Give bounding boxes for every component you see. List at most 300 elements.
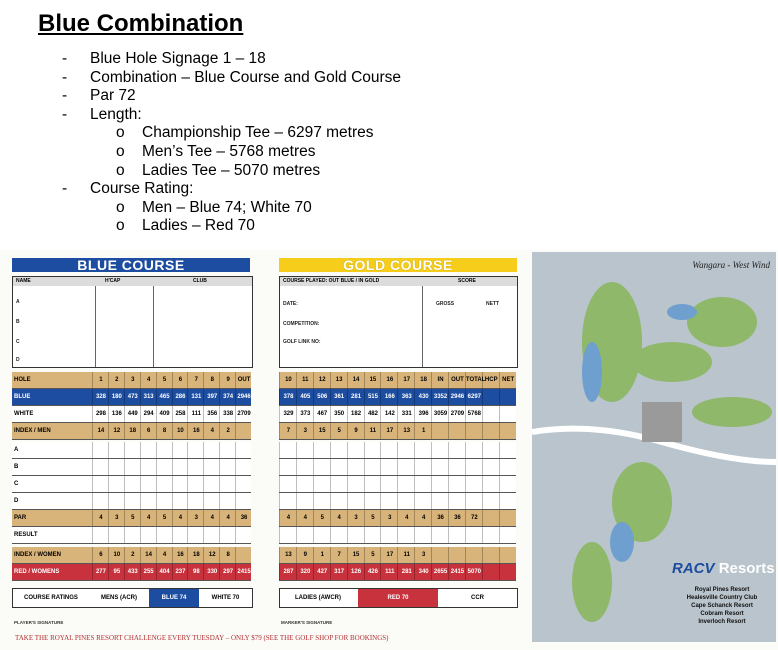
score-cell: [482, 527, 500, 543]
resort-name: Cape Schanck Resort: [691, 603, 753, 609]
score-cell: 465: [156, 389, 173, 405]
course-ratings-gold: [279, 588, 518, 608]
score-cell: OUT: [448, 372, 466, 388]
score-cell: 294: [140, 406, 157, 422]
blue-course-title: BLUE COURSE: [12, 258, 250, 272]
score-cell: 5: [313, 510, 331, 526]
score-cell: [431, 476, 449, 492]
marker-signature-label: MARKER'S SIGNATURE: [281, 620, 333, 625]
sub-list-item: o Ladies Tee – 5070 metres: [116, 161, 321, 179]
score-cell: 4: [279, 510, 297, 526]
score-cell: 4: [203, 510, 220, 526]
list-item-text: Blue Hole Signage 1 – 18: [90, 50, 266, 67]
course-ratings-blue: [12, 588, 253, 608]
divider: [153, 286, 154, 367]
score-cell: [219, 442, 236, 458]
score-cell: [364, 527, 382, 543]
score-cell: 13: [279, 547, 297, 563]
resort-name: Royal Pines Resort: [694, 587, 750, 593]
score-cell: [364, 459, 382, 475]
list-item: - Length:: [62, 105, 142, 123]
score-cell: [140, 476, 157, 492]
row-label: D: [14, 498, 19, 504]
score-cell: 7: [187, 372, 204, 388]
score-header: SCORE: [458, 278, 476, 284]
score-cell: [431, 442, 449, 458]
white-rating: WHITE 70: [211, 595, 240, 601]
score-cell: 72: [465, 510, 483, 526]
score-cell: [296, 493, 314, 509]
score-cell: 6: [140, 423, 157, 439]
score-cell: 3: [108, 510, 125, 526]
score-cell: [347, 476, 365, 492]
score-cell: 3: [124, 372, 141, 388]
score-cell: [108, 476, 125, 492]
sub-list-item-text: Ladies Tee – 5070 metres: [142, 161, 321, 179]
brand-name: RACV: [672, 560, 715, 577]
score-cell: 1: [313, 547, 331, 563]
score-cell: 166: [380, 389, 398, 405]
list-item-text: Course Rating:: [90, 180, 194, 198]
score-cell: 430: [414, 389, 432, 405]
score-cell: 297: [219, 564, 236, 580]
sub-list-item: o Men – Blue 74; White 70: [116, 198, 312, 216]
score-cell: [465, 527, 483, 543]
score-cell: 449: [124, 406, 141, 422]
score-cell: HCP: [482, 372, 500, 388]
score-cell: [380, 442, 398, 458]
score-cell: 1: [414, 423, 432, 439]
score-cell: [347, 459, 365, 475]
sub-list-item-text: Men’s Tee – 5768 metres: [142, 142, 316, 160]
score-cell: 180: [108, 389, 125, 405]
score-cell: 8: [156, 423, 173, 439]
score-cell: [431, 459, 449, 475]
racv-logo: [672, 560, 775, 577]
score-cell: [364, 442, 382, 458]
score-cell: [431, 527, 449, 543]
info-list: [62, 50, 401, 236]
score-row-c: [12, 476, 251, 493]
sub-list-item: o Ladies – Red 70: [116, 217, 255, 235]
score-cell: [499, 547, 517, 563]
score-cell: [482, 389, 500, 405]
score-cell: 374: [219, 389, 236, 405]
score-cell: [330, 476, 348, 492]
score-cell: [448, 547, 466, 563]
score-cell: [499, 493, 517, 509]
score-row-white: [12, 406, 251, 423]
score-row-back-blue: [279, 389, 516, 406]
gold-course-title: GOLD COURSE: [279, 258, 517, 272]
score-cell: [140, 527, 157, 543]
score-row-hole: [12, 372, 251, 389]
score-cell: [124, 476, 141, 492]
score-cell: [108, 493, 125, 509]
score-cell: [279, 493, 297, 509]
score-cell: [172, 476, 189, 492]
score-cell: [431, 547, 449, 563]
score-cell: 281: [397, 564, 415, 580]
score-cell: 404: [156, 564, 173, 580]
blue-rating: BLUE 74: [149, 589, 199, 607]
score-row-back-b: [279, 459, 516, 476]
score-cell: 298: [92, 406, 109, 422]
score-cell: [92, 442, 109, 458]
row-label: HOLE: [14, 377, 31, 383]
golf-link-label: GOLF LINK NO:: [283, 339, 321, 345]
score-cell: 126: [347, 564, 365, 580]
score-cell: 3: [296, 423, 314, 439]
score-cell: [499, 406, 517, 422]
score-cell: [448, 476, 466, 492]
score-cell: [313, 493, 331, 509]
score-cell: [156, 476, 173, 492]
score-cell: [448, 423, 466, 439]
score-cell: 9: [296, 547, 314, 563]
score-cell: 4: [140, 372, 157, 388]
row-label: BLUE: [14, 394, 31, 400]
score-cell: 98: [187, 564, 204, 580]
score-cell: 3: [187, 510, 204, 526]
score-cell: 2946: [448, 389, 466, 405]
score-cell: [92, 493, 109, 509]
sub-list-item: o Championship Tee – 6297 metres: [116, 124, 374, 142]
score-cell: [448, 527, 466, 543]
score-cell: [414, 442, 432, 458]
score-cell: 131: [187, 389, 204, 405]
score-cell: 15: [347, 547, 365, 563]
score-cell: 2709: [235, 406, 252, 422]
score-cell: [296, 476, 314, 492]
score-cell: 182: [347, 406, 365, 422]
score-row-back-par: [279, 510, 516, 527]
club-header: CLUB: [193, 278, 207, 284]
score-cell: 361: [330, 389, 348, 405]
score-cell: [203, 459, 220, 475]
score-cell: 350: [330, 406, 348, 422]
score-cell: [482, 406, 500, 422]
score-cell: 5768: [465, 406, 483, 422]
score-cell: [140, 493, 157, 509]
score-cell: [482, 459, 500, 475]
score-cell: 396: [414, 406, 432, 422]
sub-list-item-text: Men – Blue 74; White 70: [142, 198, 312, 216]
score-cell: 427: [313, 564, 331, 580]
score-cell: [235, 459, 252, 475]
score-cell: [156, 527, 173, 543]
score-cell: 467: [313, 406, 331, 422]
score-cell: [187, 476, 204, 492]
score-row-index-women: [12, 547, 251, 564]
score-cell: 409: [156, 406, 173, 422]
score-cell: 397: [203, 389, 220, 405]
score-cell: 4: [92, 510, 109, 526]
score-cell: 258: [172, 406, 189, 422]
score-cell: [414, 527, 432, 543]
list-item-text: Par 72: [90, 87, 136, 105]
score-row-back-result: [279, 527, 516, 544]
score-cell: [187, 442, 204, 458]
competition-label: COMPETITION:: [283, 321, 320, 327]
score-cell: [499, 476, 517, 492]
score-cell: 482: [364, 406, 382, 422]
score-cell: 286: [172, 389, 189, 405]
score-cell: [397, 527, 415, 543]
score-cell: [330, 459, 348, 475]
score-row-a: [12, 442, 251, 459]
divider: [422, 286, 423, 367]
score-cell: [448, 459, 466, 475]
player-label: B: [16, 319, 20, 325]
list-item-text: Length:: [90, 105, 142, 123]
score-cell: 111: [380, 564, 398, 580]
score-cell: 2: [108, 372, 125, 388]
score-cell: 17: [380, 423, 398, 439]
player-label: C: [16, 339, 20, 345]
score-cell: [397, 442, 415, 458]
score-row-back-index-women: [279, 547, 516, 564]
score-cell: 506: [313, 389, 331, 405]
document-title: Blue Combination: [38, 10, 244, 37]
hcap-header: H'CAP: [105, 278, 121, 284]
score-cell: 5: [364, 547, 382, 563]
score-cell: 11: [364, 423, 382, 439]
player-label: D: [16, 357, 20, 363]
footer-promo: TAKE THE ROYAL PINES RESORT CHALLENGE EVERY TUESDAY – ONLY $79 (SEE THE GOLF SHOP FOR BOOKINGS): [15, 634, 389, 642]
score-cell: 363: [397, 389, 415, 405]
score-cell: 4: [219, 510, 236, 526]
score-cell: 111: [187, 406, 204, 422]
score-cell: [414, 493, 432, 509]
score-row-back-white: [279, 406, 516, 423]
course-map-graphic: [532, 252, 776, 642]
score-cell: [499, 442, 517, 458]
score-cell: [499, 510, 517, 526]
score-row-back-a: [279, 442, 516, 459]
score-cell: [347, 527, 365, 543]
score-cell: 4: [330, 510, 348, 526]
score-cell: 18: [187, 547, 204, 563]
score-cell: [219, 459, 236, 475]
score-cell: 10: [108, 547, 125, 563]
score-cell: [482, 423, 500, 439]
score-cell: 5070: [465, 564, 483, 580]
name-header-strip: [13, 277, 252, 286]
name-header: NAME: [16, 278, 31, 284]
score-cell: 14: [92, 423, 109, 439]
score-cell: [219, 476, 236, 492]
row-label: PAR: [14, 515, 27, 521]
date-label: DATE:: [283, 301, 298, 307]
score-cell: 277: [92, 564, 109, 580]
score-cell: [499, 564, 517, 580]
score-cell: 405: [296, 389, 314, 405]
score-cell: [465, 423, 483, 439]
score-cell: 6: [92, 547, 109, 563]
score-cell: [397, 493, 415, 509]
score-cell: 5: [124, 510, 141, 526]
score-cell: 5: [156, 510, 173, 526]
map-title: Wangara - West Wind: [692, 260, 770, 270]
score-cell: 136: [108, 406, 125, 422]
score-cell: 9: [347, 423, 365, 439]
score-cell: 13: [330, 372, 348, 388]
divider: [95, 286, 96, 367]
score-cell: [296, 442, 314, 458]
score-cell: [172, 459, 189, 475]
score-cell: 320: [296, 564, 314, 580]
course-played-label: COURSE PLAYED: OUT BLUE / IN GOLD: [283, 278, 380, 284]
score-cell: 18: [124, 423, 141, 439]
score-cell: 8: [219, 547, 236, 563]
score-cell: [465, 476, 483, 492]
score-cell: [499, 527, 517, 543]
resort-list: [672, 586, 772, 626]
row-label: C: [14, 481, 19, 487]
score-cell: 4: [203, 423, 220, 439]
score-cell: 426: [364, 564, 382, 580]
score-cell: [482, 510, 500, 526]
score-cell: [279, 442, 297, 458]
resort-name: Healesville Country Club: [686, 595, 758, 601]
score-cell: [330, 442, 348, 458]
score-cell: [380, 493, 398, 509]
score-cell: [414, 476, 432, 492]
score-row-b: [12, 459, 251, 476]
score-cell: [347, 442, 365, 458]
list-item-text: Combination – Blue Course and Gold Course: [90, 68, 402, 86]
score-cell: [92, 476, 109, 492]
resort-name: Cobram Resort: [700, 611, 744, 617]
score-cell: 2946: [235, 389, 252, 405]
score-cell: [235, 493, 252, 509]
score-cell: 36: [448, 510, 466, 526]
score-cell: [235, 547, 252, 563]
score-cell: 11: [397, 547, 415, 563]
score-cell: OUT: [235, 372, 252, 388]
score-cell: 2415: [235, 564, 252, 580]
score-cell: 328: [92, 389, 109, 405]
score-row-d: [12, 493, 251, 510]
score-cell: [108, 442, 125, 458]
score-cell: [279, 459, 297, 475]
score-cell: 317: [330, 564, 348, 580]
score-cell: 4: [156, 547, 173, 563]
score-row-back-hole: [279, 372, 516, 389]
score-row-back-c: [279, 476, 516, 493]
score-cell: 7: [330, 547, 348, 563]
score-cell: 237: [172, 564, 189, 580]
score-cell: [330, 493, 348, 509]
score-cell: [279, 476, 297, 492]
score-cell: [140, 442, 157, 458]
score-cell: 338: [219, 406, 236, 422]
score-cell: [397, 459, 415, 475]
score-cell: 16: [172, 547, 189, 563]
row-label: INDEX / MEN: [14, 428, 51, 434]
score-cell: [203, 493, 220, 509]
score-cell: [156, 459, 173, 475]
score-cell: 340: [414, 564, 432, 580]
score-cell: 95: [108, 564, 125, 580]
score-cell: 373: [296, 406, 314, 422]
row-label: RED / WOMENS: [14, 569, 60, 575]
score-cell: 12: [313, 372, 331, 388]
score-cell: 5: [156, 372, 173, 388]
score-cell: 378: [279, 389, 297, 405]
score-cell: 7: [279, 423, 297, 439]
score-cell: [235, 442, 252, 458]
score-cell: [172, 527, 189, 543]
score-cell: [296, 459, 314, 475]
score-cell: NET: [499, 372, 517, 388]
score-cell: [465, 459, 483, 475]
score-cell: 3: [380, 510, 398, 526]
score-cell: 4: [172, 510, 189, 526]
score-cell: 3352: [431, 389, 449, 405]
gross-label: GROSS: [436, 301, 455, 307]
score-cell: [380, 527, 398, 543]
score-cell: 1: [92, 372, 109, 388]
score-cell: [313, 527, 331, 543]
score-cell: 3: [347, 510, 365, 526]
score-row-back-red-women: [279, 564, 516, 581]
score-cell: [203, 527, 220, 543]
score-cell: [187, 527, 204, 543]
score-cell: [448, 442, 466, 458]
score-cell: 356: [203, 406, 220, 422]
ratings-label: COURSE RATINGS: [24, 595, 78, 601]
score-cell: 6: [172, 372, 189, 388]
red-rating: RED 70: [358, 589, 438, 607]
score-cell: [380, 476, 398, 492]
score-cell: 287: [279, 564, 297, 580]
score-cell: 473: [124, 389, 141, 405]
score-cell: 142: [380, 406, 398, 422]
score-cell: 13: [397, 423, 415, 439]
score-cell: [499, 459, 517, 475]
score-cell: [172, 493, 189, 509]
list-item: - Combination – Blue Course and Gold Course: [62, 68, 402, 86]
score-cell: [465, 547, 483, 563]
player-label: A: [16, 299, 20, 305]
score-cell: [92, 527, 109, 543]
score-cell: [313, 459, 331, 475]
score-cell: [124, 527, 141, 543]
score-cell: 281: [347, 389, 365, 405]
score-cell: 331: [397, 406, 415, 422]
score-cell: [380, 459, 398, 475]
score-row-par: [12, 510, 251, 527]
score-row-back-index-men: [279, 423, 516, 440]
score-cell: 4: [140, 510, 157, 526]
score-cell: [431, 493, 449, 509]
scorecard-image: [0, 250, 778, 650]
score-row-result: [12, 527, 251, 544]
score-row-back-d: [279, 493, 516, 510]
score-cell: [330, 527, 348, 543]
score-cell: 6297: [465, 389, 483, 405]
score-cell: 17: [380, 547, 398, 563]
score-cell: [156, 493, 173, 509]
score-cell: 14: [140, 547, 157, 563]
score-cell: [482, 547, 500, 563]
sub-list-item-text: Ladies – Red 70: [142, 217, 255, 235]
score-cell: 4: [397, 510, 415, 526]
score-cell: [203, 442, 220, 458]
score-cell: [364, 493, 382, 509]
